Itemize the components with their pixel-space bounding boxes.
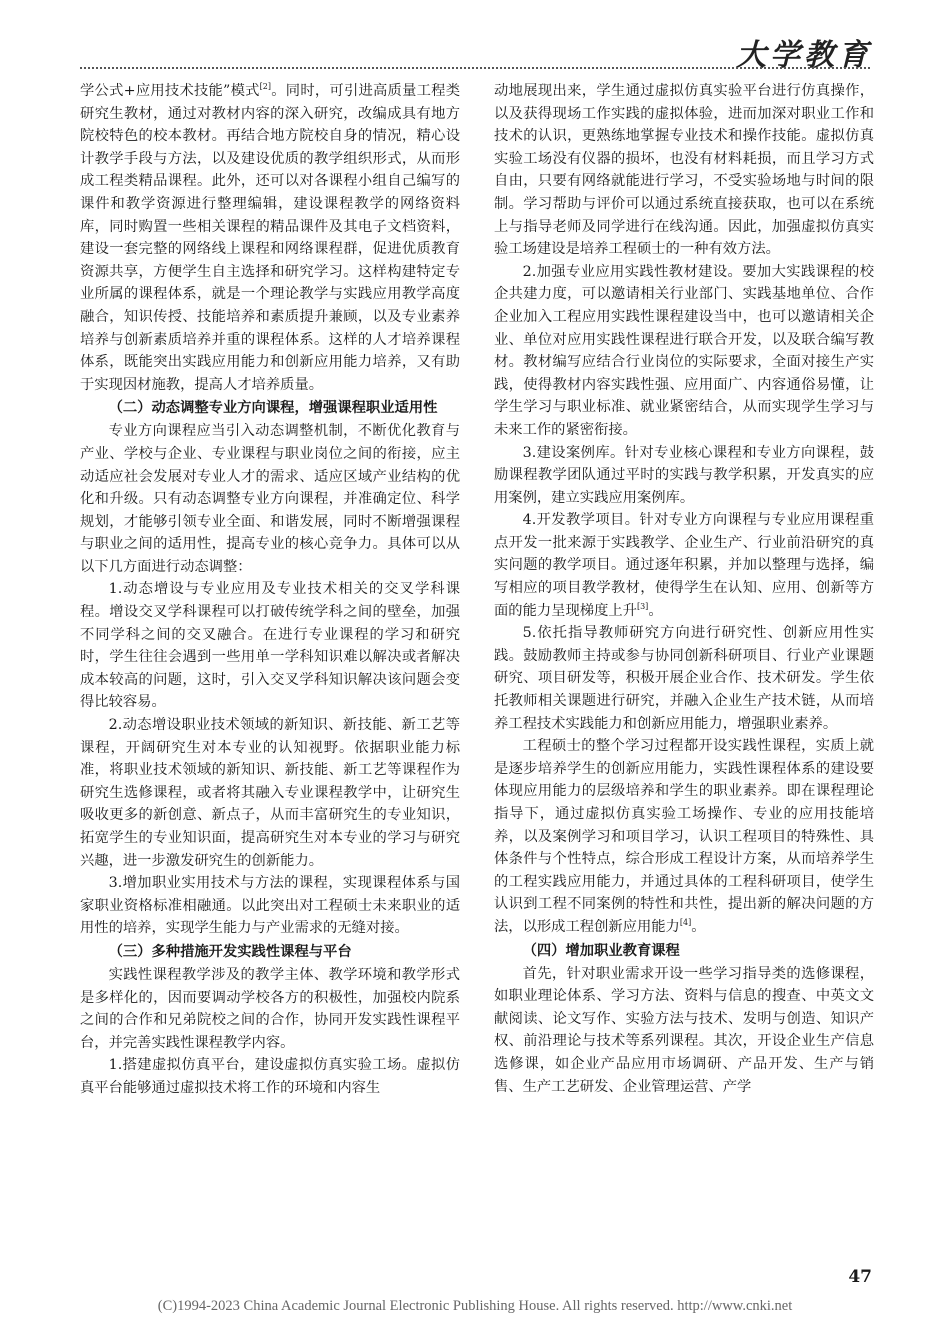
citation-ref: [4] bbox=[679, 918, 692, 928]
paragraph: 学公式+应用技术技能”模式[2]。同时，可引进高质量工程类研究生教材，通过对教材内容的深入研究，改编成具有地方院校特色的校本教材。再结合地方院校自身的情况，精心设计教学手段与方法，以及建设优质的教学组织形式，从而形成工程类精品课程。此外，还可以对各课程小组自己编写的课件和教学资源进行整理编辑，建设课程教学的网络资料库，同时购置一些相关课程的精品课件及其电子文档资料，建设一套完整的网络线上课程和网络课程群，促进优质教育资源共享，方便学生自主选择和研究学习。这样构建特定专业所属的课程体系，就是一个理论教学与实践应用教学高度融合，知识传授、技能培养和素质提升兼顾，以及专业素养培养与创新素质培养并重的课程体系。这样的人才培养课程体系，既能突出实践应用能力和创新应用能力培养，又有助于实现因材施教，提高人才培养质量。 bbox=[80, 82, 460, 393]
journal-logo: 大学教育 bbox=[736, 38, 872, 73]
paragraph: 2.加强专业应用实践性教材建设。要加大实践课程的校企共建力度，可以邀请相关行业部门、实践基地单位、合作企业加入工程应用实践性课程建设当中，也可以邀请相关企业、单位对应用实践性课程进行联合开发，以及联合编写教材。教材编写应结合行业岗位的实际要求，全面对接生产实践，使得教材内容实践性强、应用面广、内容通俗易懂，让学生学习与职业标准、就业紧密结合，从而实现学生学习与未来工作的紧密衔接。 bbox=[494, 263, 874, 438]
paragraph: 2.动态增设职业技术领域的新知识、新技能、新工艺等课程，开阔研究生对本专业的认知视野。依据职业能力标准，将职业技术领域的新知识、新技能、新工艺等课程作为研究生选修课程，或者将其融入专业课程教学中，让研究生吸收更多的新创意、新点子，从而丰富研究生的专业知识，拓宽学生的专业知识面，提高研究生对本专业的学习与研究兴趣，进一步激发研究生的创新能力。 bbox=[80, 717, 460, 869]
section-heading: （四）增加职业教育课程 bbox=[522, 942, 680, 959]
paragraph: 实践性课程教学涉及的教学主体、教学环境和教学形式是多样化的，因而要调动学校各方的积极性，加强校内院系之间的合作和兄弟院校之间的合作，协同开发实践性课程平台，并完善实践性课程教学内容。 bbox=[80, 966, 460, 1051]
section-heading: （二）动态调整专业方向课程，增强课程职业适用性 bbox=[108, 400, 438, 417]
citation-ref: [3] bbox=[636, 601, 649, 611]
citation-ref: [2] bbox=[259, 82, 272, 92]
paragraph: 3.增加职业实用技术与方法的课程，实现课程体系与国家职业资格标准相融通。以此突出对工程硕士未来职业的适用性的培养，实现学生能力与产业需求的无缝对接。 bbox=[80, 875, 460, 937]
paragraph: 动地展现出来，学生通过虚拟仿真实验平台进行仿真操作，以及获得现场工作实践的虚拟体验，进而加深对职业工作和技术的认识，更熟练地掌握专业技术和操作技能。虚拟仿真实验工场没有仪器的损坏，也没有材料耗损，而且学习方式自由，只要有网络就能进行学习，不受实验场地与时间的限制。学习帮助与评价可以通过系统直接获取，也可以在系统上与指导老师及同学进行在线沟通。因此，加强虚拟仿真实验工场建设是培养工程硕士的一种有效方法。 bbox=[494, 83, 874, 258]
paragraph: 4.开发教学项目。针对专业方向课程与专业应用课程重点开发一批来源于实践教学、企业生产、行业前沿研究的真实问题的教学项目。通过逐年积累，并加以整理与选择，编写相应的项目教学教材，使得学生在认知、应用、创新等方面的能力呈现梯度上升[3]。 bbox=[494, 512, 874, 619]
copyright-notice: (C)1994-2023 China Academic Journal Electronic Publishing House. All rights reserved. http://www.cnki.net bbox=[157, 1298, 793, 1314]
paragraph: 工程硕士的整个学习过程都开设实践性课程，实质上就是逐步培养学生的创新应用能力，实践性课程体系的建设要体现应用能力的层级培养和学生的职业素养。即在课程理论指导下，通过虚拟仿真实验工场操作、专业的应用技能培养，以及案例学习和项目学习，认识工程项目的特殊性、具体条件与个性特点，综合形成工程设计方案，从而培养学生的工程实践应用能力，并通过具体的工程科研项目，使学生认识到工程不同案例的特性和共性，提出新的解决问题的方法，以形成工程创新应用能力[4]。 bbox=[494, 738, 874, 935]
paragraph: 5.依托指导教师研究方向进行研究性、创新应用性实践。鼓励教师主持或参与协同创新科研项目、行业产业课题研究、项目研发等，积极开展企业合作、技术研发。学生依托教师相关课题进行研究，并融入企业生产技术链，从而培养工程技术实践能力和创新应用能力，增强职业素养。 bbox=[494, 625, 874, 732]
header-divider bbox=[80, 67, 870, 69]
paragraph: 首先，针对职业需求开设一些学习指导类的选修课程，如职业理论体系、学习方法、资料与信息的搜查、中英文文献阅读、论文写作、实验方法与技术、发明与创造、知识产权、前沿理论与技术等系列课程。其次，开设企业生产信息选修课，如企业产品应用市场调研、产品开发、生产与销售、生产工艺研发、企业管理运营、产学 bbox=[494, 965, 874, 1095]
section-heading: （三）多种措施开发实践性课程与平台 bbox=[108, 943, 352, 960]
paragraph: 3.建设案例库。针对专业核心课程和专业方向课程，鼓励课程教学团队通过平时的实践与教学积累，开发真实的应用案例，建立实践应用案例库。 bbox=[494, 444, 874, 506]
paragraph: 1.动态增设与专业应用及专业技术相关的交叉学科课程。增设交叉学科课程可以打破传统学科之间的壁垒，加强不同学科之间的交叉融合。在进行专业课程的学习和研究时，学生往往会遇到一些用单一学科知识难以解决或者解决成本较高的问题，这时，引入交叉学科知识解决该问题会变得比较容易。 bbox=[80, 581, 460, 711]
paragraph: 1.搭建虚拟仿真平台，建设虚拟仿真实验工场。虚拟仿真平台能够通过虚拟技术将工作的环境和内容生 bbox=[80, 1057, 460, 1096]
right-column bbox=[494, 80, 874, 1098]
left-column bbox=[80, 80, 460, 1100]
paragraph: 专业方向课程应当引入动态调整机制，不断优化教育与产业、学校与企业、专业课程与职业岗位之间的衔接，应主动适应社会发展对专业人才的需求、适应区域产业结构的优化和升级。只有动态调整专业方向课程，并准确定位、科学规划，才能够引领专业全面、和谐发展，同时不断增强课程与职业之间的适用性，提高专业的核心竞争力。具体可以从以下几方面进行动态调整： bbox=[80, 423, 460, 575]
page-number: 47 bbox=[848, 1267, 872, 1287]
